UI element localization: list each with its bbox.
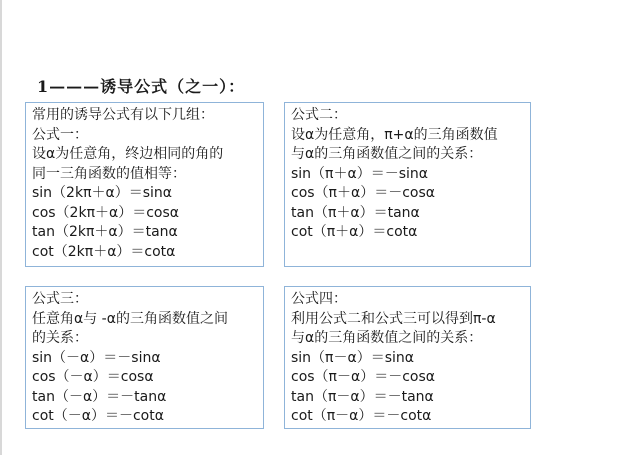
box-2-desc-1: 设α为任意角，π+α的三角函数值 <box>291 126 498 143</box>
box-1-intro: 常用的诱导公式有以下几组： <box>32 107 214 123</box>
box-1-desc-1: 设α为任意角，终边相同的角的 <box>32 146 224 162</box>
box-4-formula-cot: cot（π－α）＝－cotα <box>291 408 432 424</box>
box-1-formula-cot: cot（2kπ＋α）＝cotα <box>32 243 176 260</box>
formula-box-4 <box>284 286 531 429</box>
box-3-formula-cos: cos（－α）＝cosα <box>32 369 154 385</box>
box-3-title: 公式三： <box>32 291 88 307</box>
box-3-formula-cot: cot（－α）＝－cotα <box>32 408 164 424</box>
box-2-formula-cos: cos（π＋α）＝－cosα <box>291 185 435 201</box>
box-1-formula-sin: sin（2kπ＋α）＝sinα <box>32 185 173 201</box>
box-2-formula-cot: cot（π＋α）＝cotα <box>291 224 418 240</box>
box-2-formula-sin: sin（π＋α）＝－sinα <box>291 165 428 182</box>
box-4-title: 公式四： <box>291 291 347 307</box>
page-left-rule <box>0 0 2 455</box>
box-3-desc-2: 的关系： <box>32 330 88 346</box>
box-1-title: 公式一： <box>32 126 88 143</box>
box-3-formula-tan: tan（－α）＝－tanα <box>32 388 167 405</box>
box-2-desc-2: 与α的三角函数值之间的关系： <box>291 146 483 162</box>
box-2-formula-tan: tan（π＋α）＝tanα <box>291 204 420 221</box>
box-4-formula-tan: tan（π－α）＝－tanα <box>291 388 434 405</box>
box-1-formula-tan: tan（2kπ＋α）＝tanα <box>32 224 178 240</box>
box-3-desc-1: 任意角α与 -α的三角函数值之间 <box>32 310 228 327</box>
box-2-title: 公式二： <box>291 107 347 123</box>
formula-box-2 <box>284 102 531 267</box>
formula-box-1 <box>25 102 264 267</box>
box-4-formula-cos: cos（π－α）＝－cosα <box>291 369 435 385</box>
box-4-formula-sin: sin（π－α）＝sinα <box>291 349 414 366</box>
box-4-desc-1: 利用公式二和公式三可以得到π-α <box>291 310 496 327</box>
box-1-formula-cos: cos（2kπ＋α）＝cosα <box>32 204 180 221</box>
formula-box-3 <box>25 286 264 429</box>
box-3-formula-sin: sin（－α）＝－sinα <box>32 349 161 366</box>
box-1-desc-2: 同一三角函数的值相等： <box>32 165 186 182</box>
section-heading: 1———诱导公式（之一）： <box>37 77 246 96</box>
box-4-desc-2: 与α的三角函数值之间的关系： <box>291 330 483 346</box>
